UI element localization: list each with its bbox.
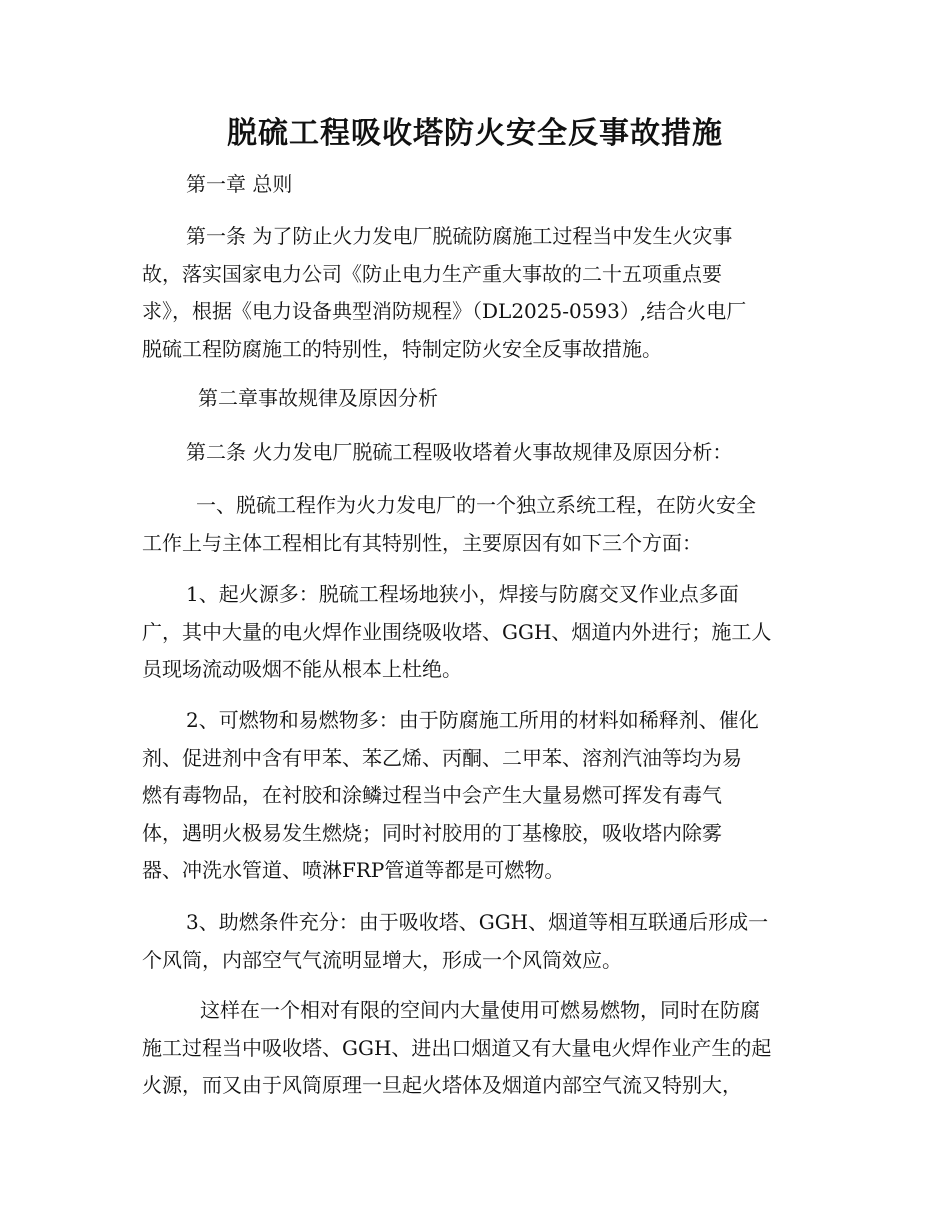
text-line: 器、冲洗水管道、喷淋FRP管道等都是可燃物。 xyxy=(142,858,565,882)
text-line: 火源，而又由于风筒原理一旦起火塔体及烟道内部空气流又特别大， xyxy=(142,1073,742,1097)
text-line: 1、起火源多：脱硫工程场地狭小，焊接与防腐交叉作业点多面 xyxy=(186,582,739,606)
document-title: 脱硫工程吸收塔防火安全反事故措施 xyxy=(227,116,723,151)
text-line: 脱硫工程防腐施工的特别性，特制定防火安全反事故措施。 xyxy=(142,336,662,361)
text-line: 第二章事故规律及原因分析 xyxy=(198,386,438,410)
text-line: 工作上与主体工程相比有其特别性，主要原因有如下三个方面： xyxy=(142,530,702,555)
text-line: 一、脱硫工程作为火力发电厂的一个独立系统工程，在防火安全 xyxy=(196,493,756,517)
chapter-heading xyxy=(142,166,806,204)
text-line: 第二条 火力发电厂脱硫工程吸收塔着火事故规律及原因分析： xyxy=(186,440,733,464)
body-paragraph xyxy=(142,702,806,890)
text-line: 员现场流动吸烟不能从根本上杜绝。 xyxy=(142,657,462,681)
body-paragraph xyxy=(142,904,806,979)
text-line: 这样在一个相对有限的空间内大量使用可燃易燃物，同时在防腐 xyxy=(200,998,760,1022)
text-line: 个风筒，内部空气气流明显增大，形成一个风筒效应。 xyxy=(142,947,622,972)
text-line: 燃有毒物品，在衬胶和涂鳞过程当中会产生大量易燃可挥发有毒气 xyxy=(142,783,722,807)
text-line: 3、助燃条件充分：由于吸收塔、GGH、烟道等相互联通后形成一 xyxy=(186,910,769,934)
text-line: 2、可燃物和易燃物多：由于防腐施工所用的材料如稀释剂、催化 xyxy=(186,708,759,732)
text-line: 体，遇明火极易发生燃烧；同时衬胶用的丁基橡胶，吸收塔内除雾 xyxy=(142,820,722,845)
body-paragraph xyxy=(142,576,806,689)
chapter-heading xyxy=(142,380,806,418)
body-paragraph xyxy=(142,487,806,562)
text-line: 施工过程当中吸收塔、GGH、进出口烟道又有大量电火焊作业产生的起 xyxy=(142,1035,772,1060)
text-line: 第一章 总则 xyxy=(186,172,293,196)
text-line: 故，落实国家电力公司《防止电力生产重大事故的二十五项重点要 xyxy=(142,261,722,286)
text-line: 剂、促进剂中含有甲苯、苯乙烯、丙酮、二甲苯、溶剂汽油等均为易 xyxy=(142,745,742,770)
body-paragraph xyxy=(142,992,806,1105)
article-paragraph xyxy=(142,434,806,472)
text-line: 求》，根据《电力设备典型消防规程》（DL2025-0593）,结合火电厂 xyxy=(142,299,747,323)
text-line: 第一条 为了防止火力发电厂脱硫防腐施工过程当中发生火灾事 xyxy=(186,224,733,248)
article-paragraph xyxy=(142,218,806,368)
text-line: 广，其中大量的电火焊作业围绕吸收塔、GGH、烟道内外进行；施工人 xyxy=(142,619,772,644)
